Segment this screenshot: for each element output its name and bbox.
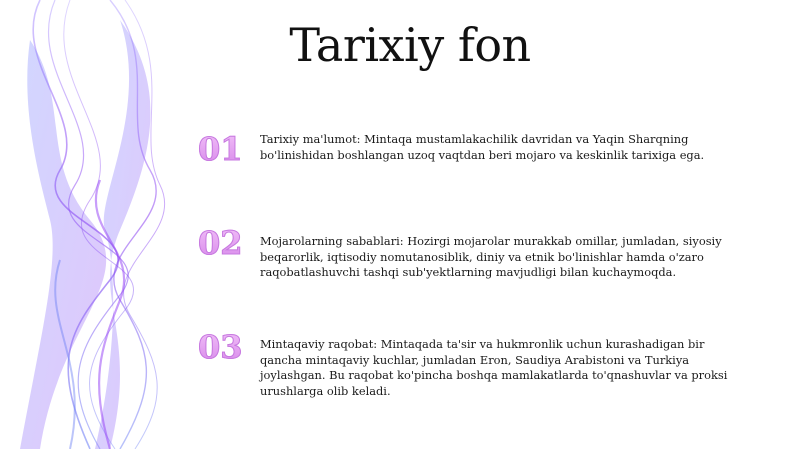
item-text: Mojarolarning sabablari: Hozirgi mojarolar murakkab omillar, jumladan, siyosiy beqarorlik, iqtisodiy nomutanosiblik, diniy va etnik bo'linishlar hamda o'zaro raqobatlashuvchi tashqi sub'yektlarning mavjudligi bilan kuchaymoqda. — [260, 234, 722, 279]
item-text: Tarixiy ma'lumot: Mintaqa mustamlakachilik davridan va Yaqin Sharqning bo'linishidan boshlangan uzoq vaqtdan beri mojaro va keskinlik tarixiga ega. — [260, 132, 705, 162]
item-number: 01 — [198, 130, 243, 168]
item-number: 03 — [198, 328, 243, 366]
decorative-smoke-ribbon — [0, 0, 230, 449]
item-number: 02 — [198, 224, 243, 262]
slide-title: Tarixiy fon — [289, 18, 531, 72]
item-text: Mintaqaviy raqobat: Mintaqada ta'sir va hukmronlik uchun kurashadigan bir qancha mintaqaviy kuchlar, jumladan Eron, Saudiya Arabistoni va Turkiya joylashgan. Bu raqobat ko'pincha boshqa mamlakatlarda to'qnashuvlar va proksi urushlarga olib keladi. — [260, 337, 728, 398]
